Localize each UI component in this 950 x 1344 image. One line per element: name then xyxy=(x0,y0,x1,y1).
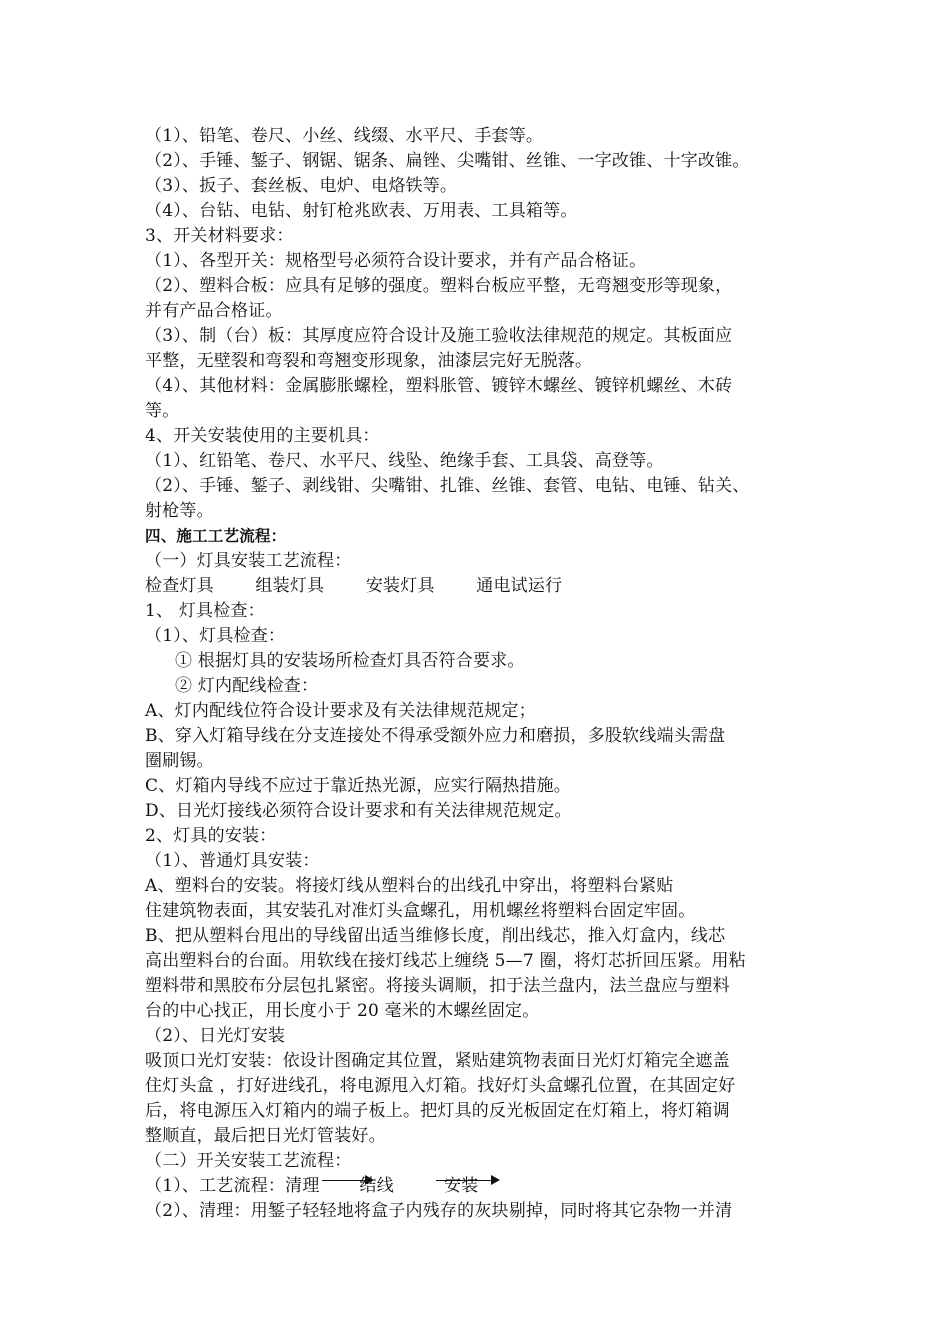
text-line: （1）、普通灯具安装： xyxy=(145,851,320,871)
text-line: A、灯内配线位符合设计要求及有关法律规范规定； xyxy=(145,701,536,721)
chapter-heading: 四、施工工艺流程： xyxy=(145,526,287,545)
flow-step: 组装灯具 xyxy=(255,576,325,596)
text-line: （2）、清理：用錾子轻轻地将盒子内残存的灰块剔掉，同时将其它杂物一并清 xyxy=(145,1201,733,1221)
text-line: （2）、日光灯安装 xyxy=(145,1026,286,1046)
text-line: （2）、手锤、錾子、钢锯、锯条、扁锉、尖嘴钳、丝锥、一字改锥、十字改锥。 xyxy=(145,151,750,171)
text-line: 住灯头盒 ，打好进线孔，将电源甩入灯箱。找好灯头盒螺孔位置，在其固定好 xyxy=(145,1076,736,1096)
text-line: （1）、红铅笔、卷尺、水平尺、线坠、绝缘手套、工具袋、高登等。 xyxy=(145,451,664,471)
text-line: 塑料带和黑胶布分层包扎紧密。将接头调顺，扣于法兰盘内，法兰盘应与塑料 xyxy=(145,976,730,996)
section-heading: 2、灯具的安装： xyxy=(145,826,277,846)
flow-step: 清理 xyxy=(285,1176,320,1196)
text-line: （3）、扳子、套丝板、电炉、电烙铁等。 xyxy=(145,176,458,196)
flow-step: 安装 xyxy=(443,1176,479,1196)
text-line: （1）、铅笔、卷尺、小丝、线缀、水平尺、手套等。 xyxy=(145,126,544,146)
text-line: ② 灯内配线检查： xyxy=(175,676,319,696)
text-line: 并有产品合格证。 xyxy=(145,301,283,321)
text-line: 整顺直，最后把日光灯管装好。 xyxy=(145,1126,386,1146)
text-line: D、日光灯接线必须符合设计要求和有关法律规范规定。 xyxy=(145,801,572,821)
subsection-heading: （一）灯具安装工艺流程： xyxy=(145,551,352,571)
flow-step: 结线 xyxy=(359,1176,394,1196)
text-line: 圈刷锡。 xyxy=(145,751,214,771)
text-line: （3）、制（台）板：其厚度应符合设计及施工验收法律规范的规定。其板面应 xyxy=(145,326,733,346)
text-line: B、把从塑料台甩出的导线留出适当维修长度，削出线芯，推入灯盒内，线芯 xyxy=(145,926,726,946)
text-line: ① 根据灯具的安装场所检查灯具否符合要求。 xyxy=(175,651,525,671)
text-line: C、灯箱内导线不应过于靠近热光源，应实行隔热措施。 xyxy=(145,776,572,796)
lamp-process-flow xyxy=(145,574,562,598)
flow-step: 检查灯具 xyxy=(145,576,214,596)
text-line: 高出塑料台的台面。用软线在接灯线芯上缠绕 5—7 圈，将灯芯折回压紧。用粘 xyxy=(145,951,746,971)
text-line: 平整，无壁裂和弯裂和弯翘变形现象，油漆层完好无脱落。 xyxy=(145,351,593,371)
text-line: B、穿入灯箱导线在分支连接处不得承受额外应力和磨损，多股软线端头需盘 xyxy=(145,726,726,746)
section-heading: 4、开关安装使用的主要机具： xyxy=(145,426,380,446)
text-line: 吸顶口光灯安装：依设计图确定其位置，紧贴建筑物表面日光灯灯箱完全遮盖 xyxy=(145,1051,730,1071)
flow-prefix: （1）、工艺流程： xyxy=(145,1176,286,1196)
flow-arrow-icon xyxy=(436,1180,498,1181)
text-line: 射枪等。 xyxy=(145,501,214,521)
text-line: （4）、台钻、电钻、射钉枪兆欧表、万用表、工具箱等。 xyxy=(145,201,578,221)
flow-arrow-icon xyxy=(322,1180,372,1181)
subsection-heading: （二）开关安装工艺流程： xyxy=(145,1151,352,1171)
text-line: A、塑料台的安装。将接灯线从塑料台的出线孔中穿出，将塑料台紧贴 xyxy=(145,876,674,896)
text-line: （4）、其他材料：金属膨胀螺栓，塑料胀管、镀锌木螺丝、镀锌机螺丝、木砖 xyxy=(145,376,733,396)
text-line: （2）、塑料合板：应具有足够的强度。塑料台板应平整，无弯翘变形等现象， xyxy=(145,276,733,296)
section-heading: 3、开关材料要求： xyxy=(145,226,294,246)
flow-step: 安装灯具 xyxy=(365,576,435,596)
text-line: 后，将电源压入灯箱内的端子板上。把灯具的反光板固定在灯箱上，将灯箱调 xyxy=(145,1101,730,1121)
text-line: （1）、各型开关：规格型号必须符合设计要求，并有产品合格证。 xyxy=(145,251,647,271)
switch-process-flow xyxy=(145,1174,478,1198)
section-heading: 1、 灯具检查： xyxy=(145,601,265,621)
text-line: （2）、手锤、錾子、剥线钳、尖嘴钳、扎锥、丝锥、套管、电钻、电锤、钻关、 xyxy=(145,476,750,496)
text-line: 等。 xyxy=(145,401,180,421)
text-line: 住建筑物表面，其安装孔对准灯头盒螺孔，用机螺丝将塑料台固定牢固。 xyxy=(145,901,696,921)
text-line: （1）、灯具检查： xyxy=(145,626,286,646)
flow-step: 通电试运行 xyxy=(476,576,563,596)
text-line: 台的中心找正，用长度小于 20 毫米的木螺丝固定。 xyxy=(145,1001,540,1021)
